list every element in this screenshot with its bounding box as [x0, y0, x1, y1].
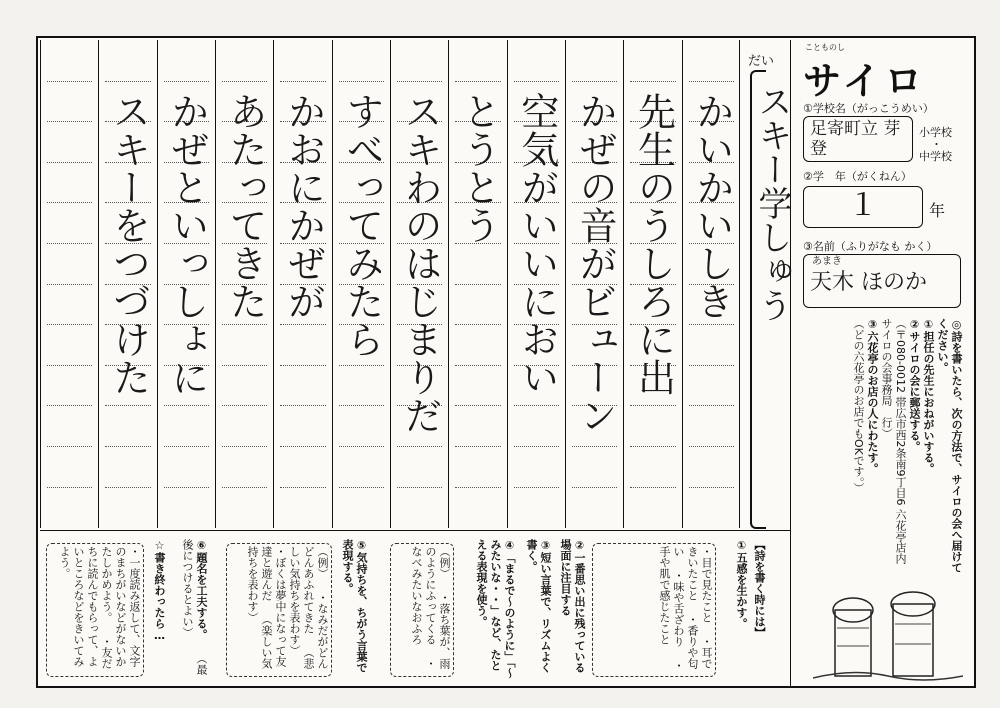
school-field[interactable]	[803, 116, 913, 162]
tip-five-senses: ①五感を生かす。	[735, 539, 748, 629]
row-guide	[280, 487, 325, 488]
row-guide	[222, 487, 267, 488]
name-furigana: あまき	[812, 256, 842, 267]
example-bath: ・なべみたいなおふろ	[410, 546, 437, 669]
row-guide	[47, 121, 92, 122]
row-guide	[164, 446, 209, 447]
grade-value: １	[848, 188, 878, 223]
row-guide	[455, 284, 500, 285]
row-guide	[222, 446, 267, 447]
grade-field[interactable]	[803, 186, 923, 228]
row-guide	[630, 487, 675, 488]
name-label: ③名前（ふりがなも かく）	[803, 240, 938, 253]
silo-illustration	[813, 588, 963, 684]
poem-line[interactable]	[390, 40, 448, 528]
tip-rhythm: ③短い言葉で、リズムよく書く。	[525, 539, 552, 673]
poem-line-text: スキーをつづけた	[106, 92, 151, 396]
name-value: 天木 ほのか	[810, 270, 927, 295]
metaphor-examples	[390, 543, 454, 677]
row-guide	[689, 81, 734, 82]
school-label: ①学校名（がっこうめい）	[803, 102, 934, 115]
poem-line-text: かいかいしき	[689, 92, 734, 320]
poem-line[interactable]	[448, 40, 506, 528]
row-guide	[397, 446, 442, 447]
tips-heading: 【詩を書く時には】	[753, 539, 766, 638]
row-guide	[47, 365, 92, 366]
poem-line-text: かぜの音がビューン	[573, 92, 618, 434]
school-type-middle[interactable]: 中学校	[919, 150, 952, 163]
row-guide	[164, 81, 209, 82]
row-guide	[339, 487, 384, 488]
row-guide	[47, 284, 92, 285]
grade-unit: 年	[929, 201, 946, 220]
example-fun-note: （楽しい気持ちを表わす）	[246, 546, 273, 669]
row-guide	[572, 81, 617, 82]
finished-checklist	[46, 543, 144, 677]
row-guide	[47, 243, 92, 244]
row-guide	[47, 324, 92, 325]
example-label: （例）	[316, 546, 329, 579]
instruction-teacher: ①担任の先生におねがいする。	[922, 318, 935, 474]
feeling-examples	[226, 543, 332, 677]
poem-line[interactable]	[40, 40, 98, 528]
row-guide	[339, 405, 384, 406]
row-guide	[105, 487, 150, 488]
poem-line[interactable]	[332, 40, 390, 528]
instruction-intro: ◎詩を書いたら、次の方法で、サイロの会へ届けてください。	[936, 318, 963, 573]
row-guide	[222, 405, 267, 406]
poem-line-text: すべってみたら	[339, 92, 384, 358]
poem-line[interactable]	[273, 40, 331, 528]
poem-grid	[40, 40, 740, 528]
row-guide	[455, 81, 500, 82]
check-friend: ・友だちに読んでもらって、よいところなどをきいてみよう。	[58, 546, 113, 669]
tip-memorable-scene: ②一番思い出に残っている場面に注目する	[559, 539, 586, 673]
poem-line[interactable]	[565, 40, 623, 528]
row-guide	[514, 81, 559, 82]
grade-label: ②学 年（がくねん）	[803, 170, 912, 183]
row-guide	[455, 446, 500, 447]
row-guide	[164, 487, 209, 488]
tip-title	[180, 539, 208, 679]
row-guide	[280, 324, 325, 325]
poem-line[interactable]	[682, 40, 740, 528]
example-label: （例）	[438, 546, 451, 579]
school-type-elementary[interactable]: 小学校	[919, 126, 952, 139]
row-guide	[339, 365, 384, 366]
instruction-any-shop: （どの六花亭のお店でもOKです。）	[852, 318, 865, 494]
poem-line[interactable]	[623, 40, 681, 528]
senses-list	[592, 543, 716, 677]
tip-title-main: ⑥題名を工夫する。	[195, 539, 208, 640]
row-guide	[339, 446, 384, 447]
row-guide	[105, 446, 150, 447]
poem-line-text: 空気がいいにおい	[514, 92, 559, 396]
instruction-address: （〒080-0012 帯広市西2条南9丁目6 六花亭店内	[894, 318, 907, 564]
example-leaves: ・落ち葉が、雨のようにふってくる	[424, 546, 451, 669]
submission-instructions	[801, 318, 963, 580]
row-guide	[572, 487, 617, 488]
row-guide	[47, 487, 92, 488]
tip-title-note: （最後につけるとよい）	[181, 539, 208, 675]
row-guide	[280, 365, 325, 366]
brand-logo: サイロ	[803, 59, 927, 103]
tip-feelings: ⑤気持ちを、ちがう言葉で表現する。	[341, 539, 368, 673]
instruction-shop: ③六花亭のお店の人にわたす。	[866, 318, 879, 474]
row-guide	[47, 446, 92, 447]
title-label: だい	[748, 54, 775, 69]
entry-form	[790, 40, 974, 686]
poem-line[interactable]	[98, 40, 156, 528]
row-guide	[455, 365, 500, 366]
row-guide	[689, 446, 734, 447]
brand-small: ことものし	[805, 43, 845, 52]
row-guide	[47, 81, 92, 82]
sense-touch: ・手や肌で感じたこと	[658, 546, 685, 671]
writing-tips	[40, 530, 790, 684]
sense-sight: ・目で見たこと	[700, 546, 713, 623]
poem-line-text: あたってきた	[223, 92, 268, 320]
row-guide	[105, 81, 150, 82]
row-guide	[630, 446, 675, 447]
finished-heading: ☆書き終わったら…	[153, 539, 166, 642]
example-sad-note: （悲しい気持ちを表わす）	[288, 546, 315, 669]
row-guide	[280, 405, 325, 406]
row-guide	[280, 446, 325, 447]
instruction-mail: ②サイロの会に郵送する。	[908, 318, 921, 452]
row-guide	[339, 81, 384, 82]
check-reread: ・一度読み返して、文字のまちがいなどがないかたしかめよう。	[100, 546, 141, 667]
row-guide	[222, 365, 267, 366]
poem-line-text: かおにかぜが	[281, 92, 326, 320]
row-guide	[689, 324, 734, 325]
row-guide	[689, 487, 734, 488]
name-field[interactable]	[803, 254, 961, 308]
poem-line-text: 先生のうしろに出	[631, 92, 676, 396]
row-guide	[222, 81, 267, 82]
row-guide	[397, 487, 442, 488]
row-guide	[47, 162, 92, 163]
row-guide	[514, 487, 559, 488]
poem-line[interactable]	[215, 40, 273, 528]
row-guide	[105, 405, 150, 406]
school-value: 足寄町立 芽登	[810, 119, 901, 159]
sense-taste: ・味や舌ざわり	[672, 570, 685, 647]
tip-metaphor: ④「まるで〜のように」「〜みたいな・・」など、たとえる表現を使う。	[475, 539, 516, 679]
sense-smell: ・香りや匂い	[672, 546, 699, 669]
row-guide	[222, 324, 267, 325]
row-guide	[689, 365, 734, 366]
row-guide	[630, 405, 675, 406]
row-guide	[514, 405, 559, 406]
example-play: ・ぼくは夢中になって友達と遊んだ	[260, 546, 287, 667]
row-guide	[47, 405, 92, 406]
row-guide	[572, 446, 617, 447]
instruction-office: サイロの会事務局 行）	[880, 318, 893, 439]
school-type-dot: ・	[931, 138, 942, 151]
row-guide	[397, 81, 442, 82]
row-guide	[455, 405, 500, 406]
poem-line[interactable]	[507, 40, 565, 528]
row-guide	[689, 405, 734, 406]
row-guide	[280, 81, 325, 82]
row-guide	[455, 324, 500, 325]
poem-line-text: とうとう	[456, 92, 501, 244]
poem-line-text: かぜといっしょに	[164, 92, 209, 396]
sense-hearing: ・耳できいたこと	[686, 546, 713, 669]
row-guide	[630, 81, 675, 82]
row-guide	[164, 405, 209, 406]
row-guide	[455, 487, 500, 488]
poem-title[interactable]: スキー学しゅう	[752, 84, 792, 322]
row-guide	[47, 202, 92, 203]
poem-line[interactable]	[157, 40, 215, 528]
poem-line-text: スキわのはじまりだ	[398, 92, 443, 434]
row-guide	[514, 446, 559, 447]
example-tears: ・なみだがどんどんあふれてきた	[302, 546, 329, 669]
